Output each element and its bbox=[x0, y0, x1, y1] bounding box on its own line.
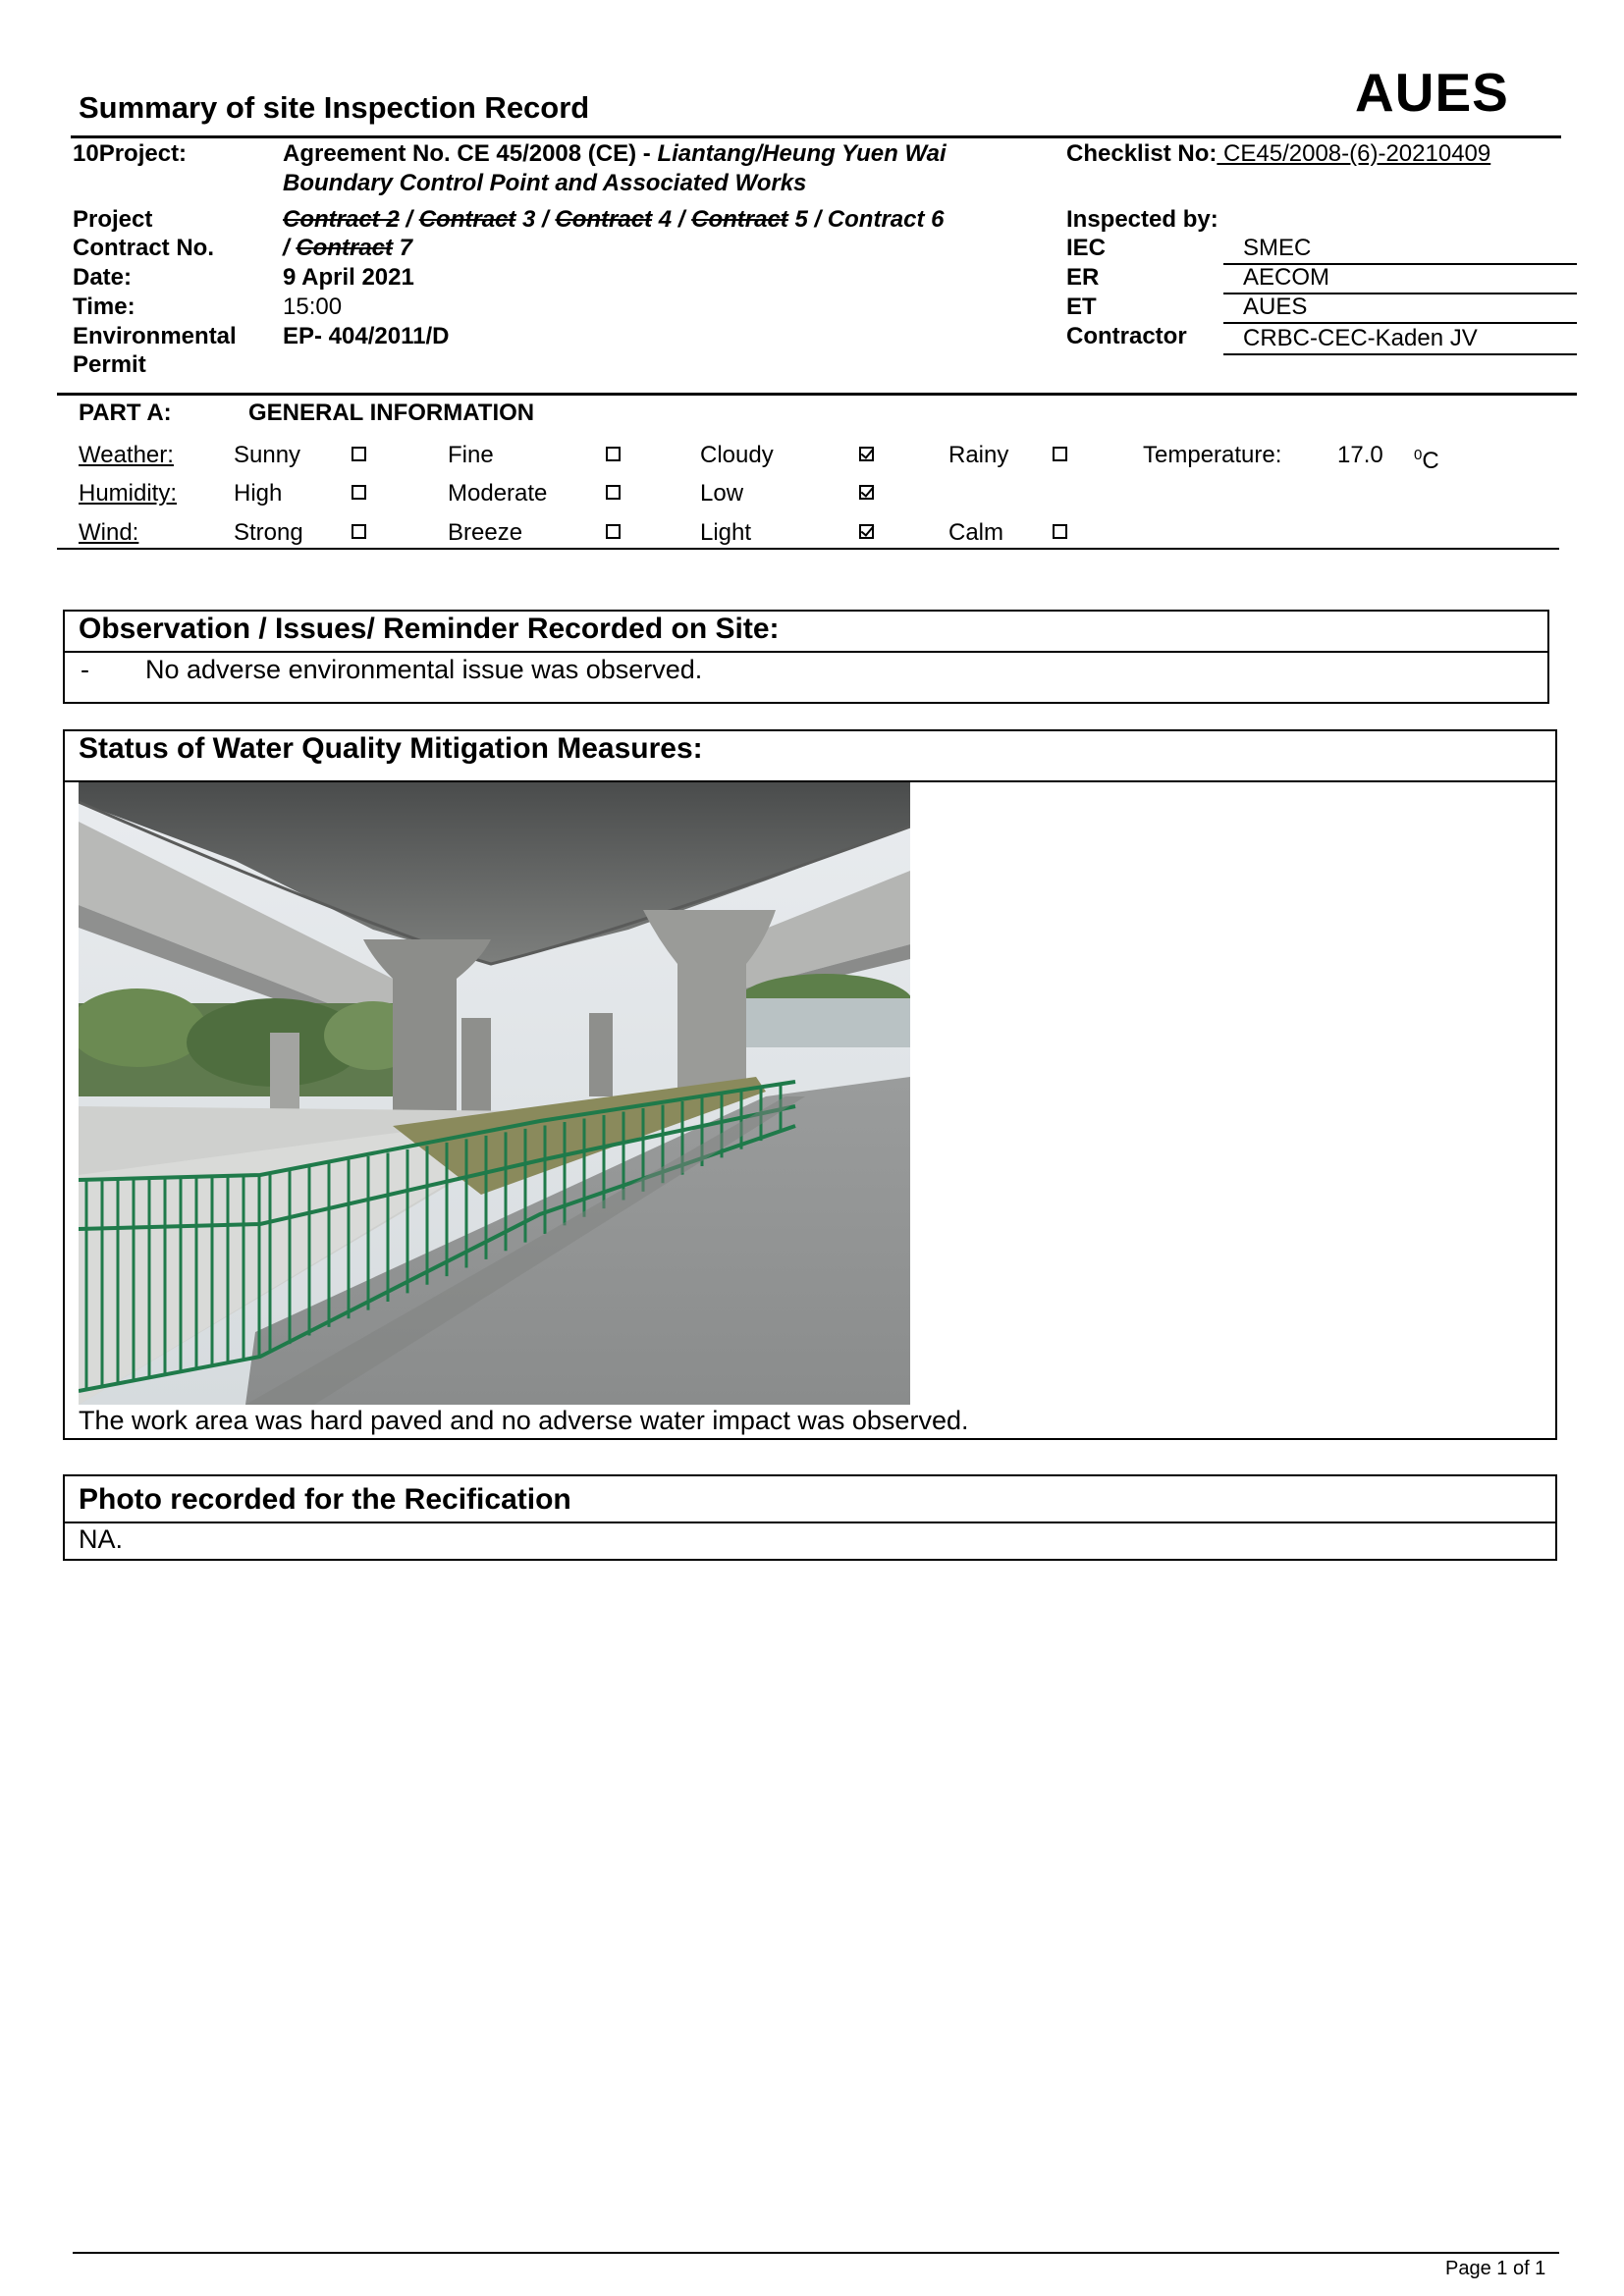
temperature-unit-c: C bbox=[1422, 448, 1439, 474]
humidity-low-checkbox[interactable] bbox=[859, 485, 874, 500]
inspector-name-contractor: CRBC-CEC-Kaden JV bbox=[1243, 325, 1478, 351]
header-rule bbox=[71, 135, 1561, 138]
contract-5-struck: Contract bbox=[691, 206, 788, 233]
weather-rainy-label: Rainy bbox=[948, 442, 1009, 468]
observation-bullet: - bbox=[81, 655, 89, 684]
weather-rainy-checkbox[interactable] bbox=[1053, 447, 1067, 461]
temperature-unit bbox=[1414, 441, 1439, 476]
permit-value: EP- 404/2011/D bbox=[283, 323, 450, 349]
temperature-label: Temperature: bbox=[1143, 442, 1282, 468]
contract-value-line1 bbox=[283, 205, 945, 235]
temperature-unit-degree: 0 bbox=[1414, 447, 1423, 463]
contract-value-line2 bbox=[283, 234, 412, 263]
rectification-title-rule bbox=[65, 1522, 1555, 1523]
checklist-row bbox=[1066, 139, 1490, 169]
page-number: Page 1 of 1 bbox=[1445, 2258, 1546, 2279]
wind-light-label: Light bbox=[700, 519, 752, 546]
rectification-text: NA. bbox=[79, 1524, 124, 1554]
contract-3-num: 3 / bbox=[515, 206, 556, 233]
date-label: Date: bbox=[73, 264, 133, 291]
part-a-rule bbox=[57, 548, 1559, 550]
permit-label-1: Environmental bbox=[73, 323, 237, 349]
contract-2-struck: Contract 2 bbox=[283, 206, 400, 233]
footer-rule bbox=[73, 2252, 1559, 2254]
observation-title: Observation / Issues/ Reminder Recorded on Site: bbox=[79, 613, 780, 645]
contract-5-num: 5 / Contract 6 bbox=[787, 206, 945, 233]
inspector-role-contractor: Contractor bbox=[1066, 323, 1187, 349]
contract-label-1: Project bbox=[73, 206, 153, 233]
wind-calm-label: Calm bbox=[948, 519, 1004, 546]
water-quality-caption: The work area was hard paved and no adverse water impact was observed. bbox=[79, 1406, 969, 1435]
inspector-name-et: AUES bbox=[1243, 294, 1308, 320]
humidity-low-label: Low bbox=[700, 480, 744, 507]
inspector-role-et: ET bbox=[1066, 294, 1097, 320]
weather-label: Weather: bbox=[79, 442, 174, 468]
inspected-by-label: Inspected by: bbox=[1066, 206, 1218, 233]
humidity-label: Humidity: bbox=[79, 480, 178, 507]
wind-strong-checkbox[interactable] bbox=[352, 524, 366, 539]
humidity-high-checkbox[interactable] bbox=[352, 485, 366, 500]
time-value: 15:00 bbox=[283, 294, 343, 320]
date-value: 9 April 2021 bbox=[283, 264, 414, 291]
rectification-title: Photo recorded for the Recification bbox=[79, 1483, 571, 1516]
contract-sep: / bbox=[399, 206, 419, 233]
wind-light-checkbox[interactable] bbox=[859, 524, 874, 539]
weather-cloudy-checkbox[interactable] bbox=[859, 447, 874, 461]
inspector-role-iec: IEC bbox=[1066, 235, 1107, 261]
project-name-text: Liantang/Heung Yuen Wai bbox=[657, 140, 947, 167]
wind-strong-label: Strong bbox=[234, 519, 303, 546]
weather-sunny-checkbox[interactable] bbox=[352, 447, 366, 461]
checklist-number: CE45/2008-(6)-20210409 bbox=[1217, 140, 1491, 167]
water-quality-section bbox=[63, 729, 1557, 1440]
project-agreement-text: Agreement No. CE 45/2008 (CE) - bbox=[283, 140, 658, 167]
weather-fine-label: Fine bbox=[448, 442, 494, 468]
contract-4-num: 4 / bbox=[652, 206, 692, 233]
water-quality-title: Status of Water Quality Mitigation Measures: bbox=[79, 732, 703, 765]
observation-title-rule bbox=[65, 651, 1547, 653]
contract-7-struck: Contract bbox=[296, 235, 394, 261]
weather-fine-checkbox[interactable] bbox=[606, 447, 621, 461]
inspector-name-iec: SMEC bbox=[1243, 235, 1312, 261]
humidity-moderate-label: Moderate bbox=[448, 480, 548, 507]
site-photo bbox=[79, 782, 910, 1405]
observation-text: No adverse environmental issue was observed. bbox=[145, 655, 703, 684]
rectification-section bbox=[63, 1474, 1557, 1561]
observation-section bbox=[63, 610, 1549, 704]
weather-cloudy-label: Cloudy bbox=[700, 442, 774, 468]
part-a-label: PART A: bbox=[79, 400, 172, 426]
humidity-moderate-checkbox[interactable] bbox=[606, 485, 621, 500]
inspector-name-er: AECOM bbox=[1243, 264, 1330, 291]
brand-logo: AUES bbox=[1355, 62, 1509, 123]
part-a-title: GENERAL INFORMATION bbox=[248, 400, 535, 426]
document-title: Summary of site Inspection Record bbox=[79, 90, 590, 125]
project-label: 10Project: bbox=[73, 140, 188, 167]
project-value-line2: Boundary Control Point and Associated Works bbox=[283, 170, 807, 196]
permit-label-2: Permit bbox=[73, 351, 146, 378]
wind-breeze-checkbox[interactable] bbox=[606, 524, 621, 539]
contract-label-2: Contract No. bbox=[73, 235, 214, 261]
contract-7-pre: / bbox=[283, 235, 297, 261]
project-value bbox=[283, 139, 947, 169]
humidity-high-label: High bbox=[234, 480, 283, 507]
inspector-line-contractor bbox=[1223, 353, 1577, 355]
contract-4-struck: Contract bbox=[555, 206, 653, 233]
wind-calm-checkbox[interactable] bbox=[1053, 524, 1067, 539]
wind-breeze-label: Breeze bbox=[448, 519, 523, 546]
checklist-label: Checklist No: bbox=[1066, 140, 1218, 167]
contract-3-struck: Contract bbox=[418, 206, 516, 233]
temperature-value: 17.0 bbox=[1337, 442, 1383, 468]
contract-7-num: 7 bbox=[393, 235, 413, 261]
info-rule bbox=[57, 393, 1577, 396]
weather-sunny-label: Sunny bbox=[234, 442, 301, 468]
time-label: Time: bbox=[73, 294, 135, 320]
inspector-role-er: ER bbox=[1066, 264, 1100, 291]
wind-label: Wind: bbox=[79, 519, 139, 546]
